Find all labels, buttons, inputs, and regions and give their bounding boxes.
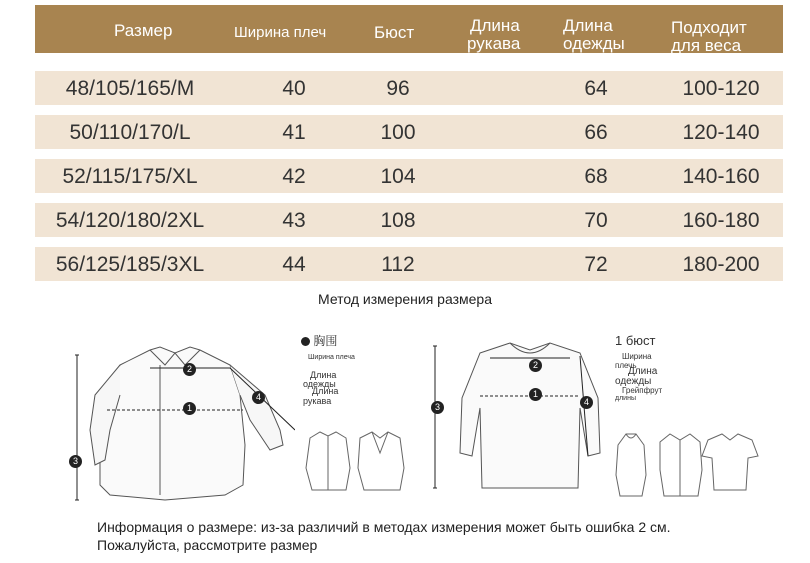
left-legend-item4a: Длина bbox=[312, 386, 339, 396]
header-sleeve-length-2: рукава bbox=[467, 34, 521, 53]
cell-size: 52/115/175/XL bbox=[62, 165, 198, 188]
table-row bbox=[35, 115, 783, 149]
sweater-diagram bbox=[430, 338, 610, 503]
cell-weight: 120-140 bbox=[682, 121, 760, 144]
cell-size: 50/110/170/L bbox=[69, 121, 191, 144]
header-size: Размер bbox=[114, 21, 173, 40]
cell-bust: 108 bbox=[380, 209, 416, 232]
right-marker-1: 1 bbox=[529, 388, 542, 401]
header-weight-1: Подходит bbox=[671, 18, 747, 37]
cell-weight: 140-160 bbox=[682, 165, 760, 188]
left-marker-1: 1 bbox=[183, 402, 196, 415]
table-row bbox=[35, 247, 783, 281]
table-header bbox=[35, 5, 783, 53]
left-marker-2: 2 bbox=[183, 363, 196, 376]
cell-length: 72 bbox=[584, 253, 608, 276]
left-legend-item3b: одежды bbox=[303, 379, 336, 389]
right-marker-3: 3 bbox=[431, 401, 444, 414]
cell-bust: 112 bbox=[381, 253, 415, 276]
right-legend-title: 1 бюст bbox=[615, 333, 656, 348]
header-garment-length-2: одежды bbox=[563, 34, 625, 53]
cell-size: 54/120/180/2XL bbox=[55, 209, 205, 232]
left-legend-item2: Ширина плеча bbox=[308, 354, 355, 361]
cell-bust: 104 bbox=[380, 165, 416, 188]
header-weight-2: для веса bbox=[671, 36, 742, 55]
measurement-method-title: Метод измерения размера bbox=[318, 291, 492, 307]
cell-shoulder: 42 bbox=[282, 165, 306, 188]
header-bust: Бюст bbox=[374, 23, 415, 42]
left-marker-3: 3 bbox=[69, 455, 82, 468]
header-garment-length-1: Длина bbox=[563, 16, 613, 35]
cell-shoulder: 40 bbox=[282, 77, 306, 100]
cell-shoulder: 43 bbox=[282, 209, 306, 232]
jacket-sketches bbox=[300, 428, 410, 493]
left-marker-4: 4 bbox=[252, 391, 265, 404]
shirt-diagram bbox=[65, 335, 295, 510]
right-marker-4: 4 bbox=[580, 396, 593, 409]
cell-length: 66 bbox=[584, 121, 608, 144]
table-row bbox=[35, 203, 783, 237]
right-legend-item3b: одежды bbox=[615, 376, 652, 387]
right-legend-item3a: Длина bbox=[628, 366, 658, 377]
cell-length: 70 bbox=[584, 209, 608, 232]
left-legend-item4b: рукава bbox=[303, 396, 332, 406]
header-sleeve-length-1: Длина bbox=[470, 16, 520, 35]
cell-weight: 160-180 bbox=[682, 209, 760, 232]
right-marker-2: 2 bbox=[529, 359, 542, 372]
table-row bbox=[35, 71, 783, 105]
size-info-note: Информация о размере: из-за различий в методах измерения может быть ошибка 2 см. Пожалуйста, рассмотрите размер bbox=[97, 519, 671, 553]
legend-marker-icon bbox=[301, 337, 310, 346]
cell-size: 56/125/185/3XL bbox=[55, 253, 205, 276]
garment-sketches bbox=[610, 430, 760, 500]
cell-length: 64 bbox=[584, 77, 608, 100]
cell-bust: 100 bbox=[380, 121, 416, 144]
right-legend-item2b: плечь bbox=[615, 361, 637, 370]
right-legend-item4b: длины bbox=[615, 395, 636, 402]
cell-weight: 100-120 bbox=[682, 77, 760, 100]
cell-shoulder: 44 bbox=[282, 253, 306, 276]
left-legend-item3a: Длина bbox=[310, 370, 337, 380]
cell-bust: 96 bbox=[386, 77, 410, 100]
left-legend-title: 胸围 bbox=[301, 336, 337, 346]
cell-shoulder: 41 bbox=[282, 121, 306, 144]
cell-size: 48/105/165/M bbox=[65, 77, 195, 100]
cell-weight: 180-200 bbox=[682, 253, 760, 276]
table-row bbox=[35, 159, 783, 193]
right-legend-item4a: Грейпфрут bbox=[622, 386, 663, 395]
header-shoulder-width: Ширина плеч bbox=[234, 24, 327, 41]
cell-length: 68 bbox=[584, 165, 608, 188]
right-legend-item2a: Ширина bbox=[622, 352, 652, 361]
